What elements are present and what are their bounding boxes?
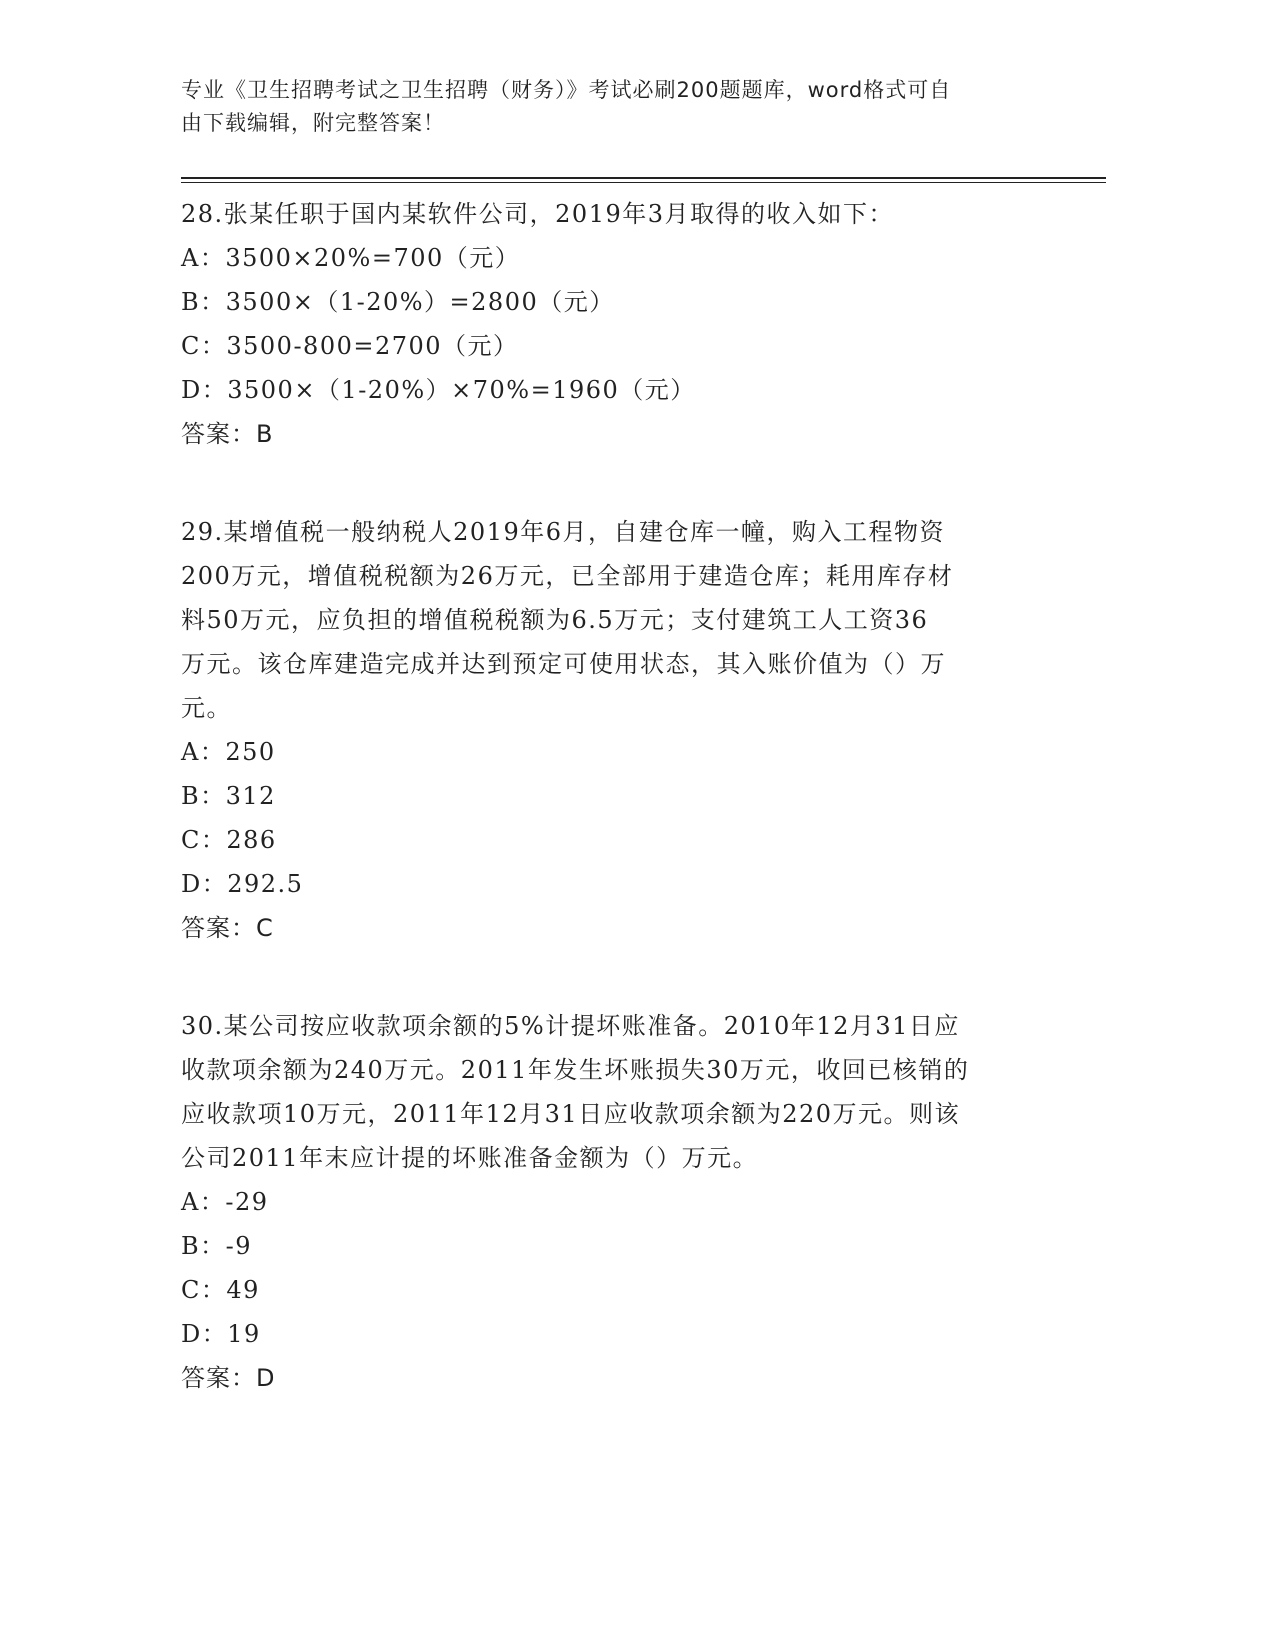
option-c: C：49 xyxy=(181,1276,260,1304)
option-b: B：312 xyxy=(181,782,276,810)
question-29 xyxy=(181,510,1061,950)
answer-label: 答案：D xyxy=(181,1364,276,1392)
header-divider-thin xyxy=(181,182,1106,183)
option-a: A：3500×20%=700（元） xyxy=(181,244,521,272)
option-b: B：3500×（1-20%）=2800（元） xyxy=(181,288,615,316)
question-stem-line: 29.某增值税一般纳税人2019年6月，自建仓库一幢，购入工程物资 xyxy=(181,518,946,546)
question-stem-line: 元。 xyxy=(181,694,232,722)
option-b: B：-9 xyxy=(181,1232,253,1260)
option-c: C：286 xyxy=(181,826,277,854)
question-stem-line: 公司2011年末应计提的坏账准备金额为（）万元。 xyxy=(181,1144,759,1172)
answer-label: 答案：C xyxy=(181,914,274,942)
option-a: A：-29 xyxy=(181,1188,269,1216)
question-stem-line: 万元。该仓库建造完成并达到预定可使用状态，其入账价值为（）万 xyxy=(181,650,946,678)
question-30 xyxy=(181,1004,1061,1400)
option-d: D：3500×（1-20%）×70%=1960（元） xyxy=(181,376,696,404)
question-list xyxy=(181,192,1061,1454)
question-stem-line: 料50万元，应负担的增值税税额为6.5万元；支付建筑工人工资36 xyxy=(181,606,929,634)
header-divider-thick xyxy=(181,177,1106,179)
answer-label: 答案：B xyxy=(181,420,274,448)
option-d: D：292.5 xyxy=(181,870,304,898)
question-stem-line: 30.某公司按应收款项余额的5%计提坏账准备。2010年12月31日应 xyxy=(181,1012,960,1040)
document-header xyxy=(181,74,1041,140)
question-stem-line: 200万元，增值税税额为26万元，已全部用于建造仓库；耗用库存材 xyxy=(181,562,954,590)
option-d: D：19 xyxy=(181,1320,261,1348)
option-c: C：3500-800=2700（元） xyxy=(181,332,519,360)
option-a: A：250 xyxy=(181,738,276,766)
question-stem-line: 28.张某任职于国内某软件公司，2019年3月取得的收入如下： xyxy=(181,200,895,228)
question-28 xyxy=(181,192,1061,456)
question-stem-line: 收款项余额为240万元。2011年发生坏账损失30万元，收回已核销的 xyxy=(181,1056,970,1084)
header-title-line-2: 由下载编辑，附完整答案！ xyxy=(181,111,445,135)
header-title-line-1: 专业《卫生招聘考试之卫生招聘（财务）》考试必刷200题题库，word格式可自 xyxy=(181,78,952,102)
question-stem-line: 应收款项10万元，2011年12月31日应收款项余额为220万元。则该 xyxy=(181,1100,961,1128)
